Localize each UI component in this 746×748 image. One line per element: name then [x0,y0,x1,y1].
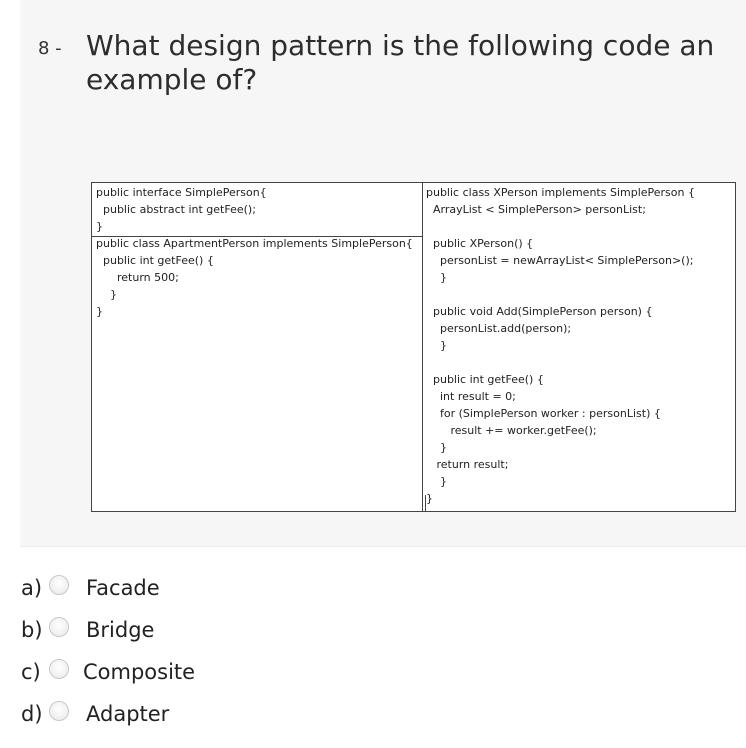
code-line: ArrayList < SimplePerson> personList; [426,203,646,216]
code-line: public void Add(SimplePerson person) { [426,305,653,318]
code-line: personList = newArrayList< SimplePerson>(); [426,254,694,267]
code-line: public int getFee() { [426,373,544,386]
code-figure [91,182,736,512]
code-line: public class XPerson implements SimplePerson { [426,186,695,199]
code-line: public interface SimplePerson{ [96,186,267,199]
radio-button[interactable] [49,617,69,637]
radio-button[interactable] [49,701,69,721]
option-letter: c) [21,660,41,684]
code-line: } [426,271,447,284]
code-line: return 500; [96,271,179,284]
option-d[interactable] [0,696,746,732]
code-line: public XPerson() { [426,237,534,250]
option-letter: a) [21,576,43,600]
option-b[interactable] [0,612,746,648]
option-c[interactable] [0,654,746,690]
code-line: public int getFee() { [96,254,214,267]
option-label[interactable]: Bridge [86,618,155,642]
option-label[interactable]: Facade [86,576,160,600]
option-label[interactable]: Adapter [86,702,170,726]
code-line: for (SimplePerson worker : personList) { [426,407,661,420]
code-line: } [96,220,103,233]
code-line: } [96,288,117,301]
question-text: What design pattern is the following code an example of? [86,29,715,96]
code-line: personList.add(person); [426,322,572,335]
option-label[interactable]: Composite [83,660,196,684]
code-line: public abstract int getFee(); [96,203,256,216]
option-a[interactable] [0,570,746,606]
code-line: } [426,441,447,454]
code-line: } [426,339,447,352]
code-line: result += worker.getFee(); [426,424,597,437]
code-line: int result = 0; [426,390,516,403]
option-letter: b) [21,618,43,642]
code-line: } [426,475,447,488]
radio-button[interactable] [49,575,69,595]
code-column-divider [422,183,423,511]
code-line: public class ApartmentPerson implements SimplePerson{ [96,237,413,250]
code-line: } [96,305,103,318]
code-line: } [426,492,433,505]
option-letter: d) [21,702,43,726]
radio-button[interactable] [49,659,69,679]
code-line: return result; [426,458,509,471]
question-number: 8 - [38,38,62,59]
